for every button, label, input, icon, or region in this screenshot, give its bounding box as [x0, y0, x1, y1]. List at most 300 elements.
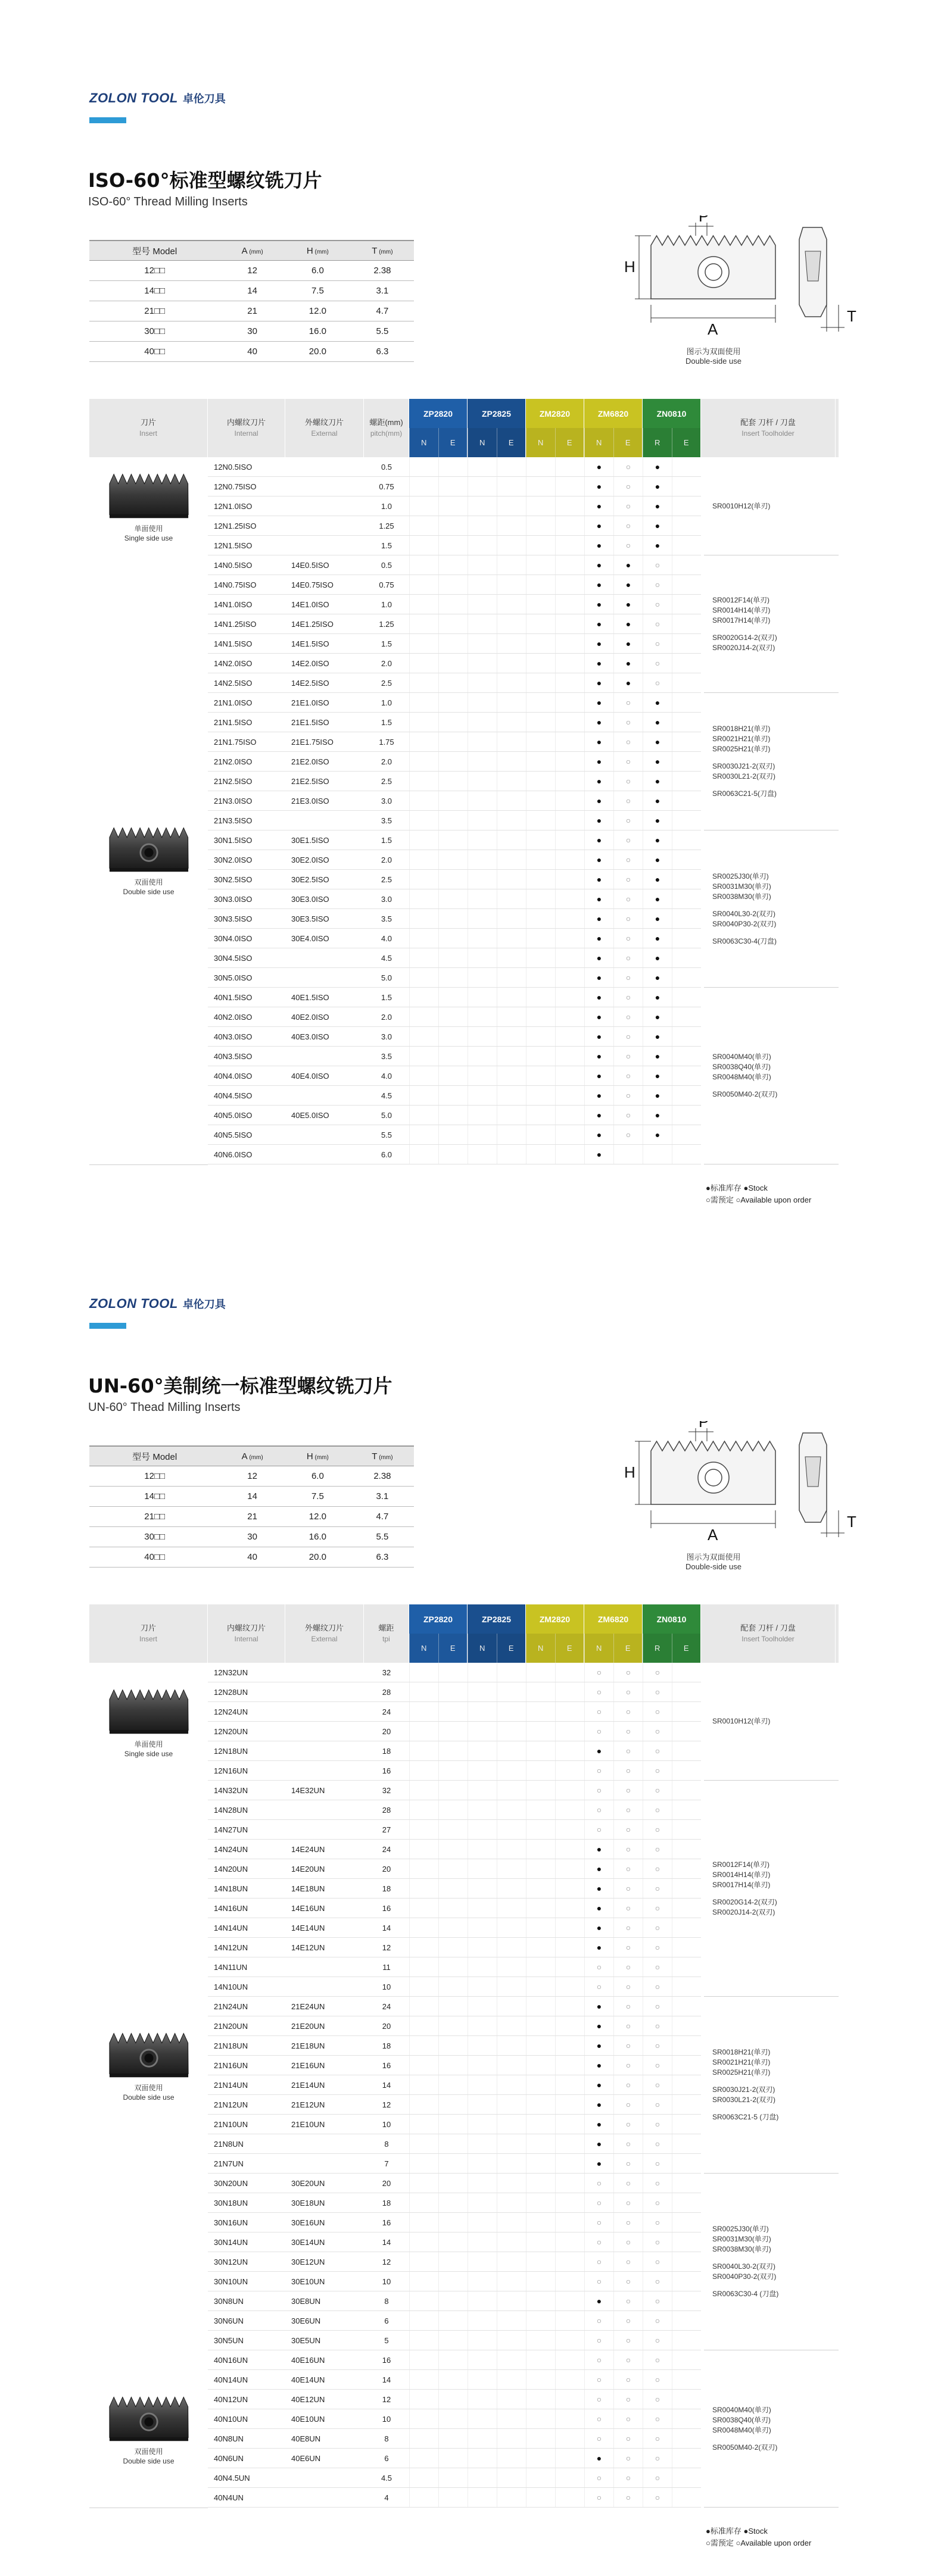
table-row: [208, 1840, 701, 1859]
availability-mark: [555, 457, 584, 476]
availability-mark: ○: [584, 1722, 613, 1741]
holder-gap: [712, 754, 839, 761]
external-code: [285, 1800, 364, 1819]
availability-mark: [555, 477, 584, 496]
grade-subcol: R: [643, 1634, 672, 1663]
availability-mark: ●: [643, 693, 672, 712]
table-row: [208, 2449, 701, 2468]
dimension-cell: 3.1: [351, 1487, 414, 1507]
availability-mark: [438, 2134, 468, 2153]
availability-mark: [526, 693, 555, 712]
availability-mark: [468, 2370, 497, 2389]
availability-mark: ○: [643, 1663, 672, 1682]
dimension-cell: 16.0: [285, 1527, 351, 1547]
availability-mark: ●: [584, 948, 613, 967]
internal-code: 12N20UN: [214, 1726, 248, 1736]
availability-mark: [526, 2449, 555, 2468]
availability-mark: [468, 1781, 497, 1800]
availability-mark: [526, 909, 555, 928]
pitch-value: 2.5: [381, 678, 392, 688]
toolholder-item: SR0012F14(单刃): [712, 1860, 770, 1869]
availability-mark: [497, 497, 526, 516]
availability-mark: [526, 2115, 555, 2134]
availability-mark: [497, 555, 526, 574]
availability-mark: [497, 2449, 526, 2468]
internal-code: 40N4.5UN: [214, 2473, 250, 2483]
table-row: [208, 1859, 701, 1879]
availability-mark: [672, 1899, 701, 1918]
availability-mark: [526, 2056, 555, 2075]
external-code: 14E2.0ISO: [291, 658, 329, 668]
header-external: [285, 399, 364, 457]
availability-mark: [555, 988, 584, 1007]
availability-mark: [497, 1027, 526, 1046]
availability-mark: [438, 536, 468, 555]
availability-mark: ○: [643, 1800, 672, 1819]
pitch-value: 5.5: [381, 1130, 392, 1139]
pitch-value: 8: [384, 2296, 389, 2306]
grade-subcol: R: [643, 428, 672, 457]
grade-header-zn0810: [643, 1604, 701, 1663]
availability-mark: [409, 2232, 438, 2252]
availability-mark: ●: [643, 1125, 672, 1144]
pitch-value: 4: [384, 2493, 389, 2502]
availability-mark: [526, 791, 555, 810]
availability-mark: [438, 555, 468, 574]
availability-mark: ●: [584, 1027, 613, 1046]
availability-mark: ○: [613, 1840, 643, 1859]
external-code: [285, 1086, 364, 1105]
availability-mark: [672, 732, 701, 751]
availability-mark: ○: [613, 1938, 643, 1957]
table-row: [208, 1086, 701, 1106]
availability-mark: [672, 830, 701, 850]
availability-mark: [555, 2134, 584, 2153]
toolholder-item: SR0021H21(单刃): [712, 2058, 771, 2066]
availability-mark: ●: [584, 516, 613, 535]
availability-mark: [468, 477, 497, 496]
external-code: 14E12UN: [291, 1943, 325, 1952]
availability-mark: [497, 1840, 526, 1859]
availability-mark: ○: [613, 2370, 643, 2389]
availability-mark: [555, 1663, 584, 1682]
dimension-cell: 21□□: [89, 1507, 220, 1527]
availability-mark: ○: [643, 1761, 672, 1780]
external-code: [285, 2154, 364, 2173]
availability-mark: ●: [643, 1106, 672, 1125]
availability-mark: [409, 536, 438, 555]
availability-mark: [468, 1066, 497, 1085]
unit-label: (mm): [377, 248, 393, 255]
pitch-value: 3.5: [381, 816, 392, 825]
table-row: [208, 1741, 701, 1761]
availability-mark: ○: [584, 1781, 613, 1800]
external-code: [285, 536, 364, 555]
availability-mark: [468, 811, 497, 830]
availability-mark: [555, 1800, 584, 1819]
availability-mark: [555, 2095, 584, 2114]
holder-gap: [712, 1890, 839, 1897]
availability-mark: [555, 575, 584, 594]
availability-mark: [468, 457, 497, 476]
grade-subcol: E: [672, 428, 701, 457]
availability-mark: [672, 2291, 701, 2310]
external-code: 30E16UN: [291, 2218, 325, 2227]
pitch-value: 24: [382, 1707, 391, 1716]
availability-mark: [409, 2311, 438, 2330]
internal-code: 30N18UN: [214, 2198, 248, 2207]
pitch-value: 1.0: [381, 599, 392, 609]
availability-mark: ○: [613, 909, 643, 928]
availability-mark: [526, 1820, 555, 1839]
availability-mark: [672, 1027, 701, 1046]
availability-mark: ○: [584, 1820, 613, 1839]
availability-mark: ○: [613, 2409, 643, 2428]
dimension-cell: 3.1: [351, 281, 414, 301]
availability-mark: [438, 1820, 468, 1839]
external-code: [285, 1663, 364, 1682]
availability-mark: [409, 2134, 438, 2153]
grade-name: ZN0810: [643, 1604, 700, 1634]
availability-mark: [438, 929, 468, 948]
external-code: [285, 1682, 364, 1701]
table-row: [208, 1682, 701, 1702]
internal-code: 21N14UN: [214, 2080, 248, 2090]
external-code: 30E8UN: [291, 2296, 321, 2306]
pitch-value: 1.5: [381, 992, 392, 1002]
availability-mark: [555, 2429, 584, 2448]
availability-mark: [526, 830, 555, 850]
caption-line: 图示为双面使用: [686, 347, 741, 356]
pitch-value: 8: [384, 2434, 389, 2443]
availability-mark: [438, 2449, 468, 2468]
toolholder-item: SR0020J14-2(双刃): [712, 1907, 775, 1916]
availability-mark: [409, 1007, 438, 1026]
pitch-value: 10: [382, 2277, 391, 2286]
table-row: [208, 850, 701, 870]
availability-mark: [555, 2056, 584, 2075]
availability-mark: [555, 2174, 584, 2193]
internal-code: 30N5.0ISO: [214, 973, 253, 982]
availability-mark: [672, 1761, 701, 1780]
pitch-value: 3.0: [381, 796, 392, 805]
internal-code: 30N8UN: [214, 2296, 244, 2306]
holder-gap: [712, 929, 839, 936]
toolholder-item: SR0020J14-2(双刃): [712, 643, 775, 652]
availability-mark: [468, 1800, 497, 1819]
table-row: [208, 1702, 701, 1722]
availability-mark: [555, 752, 584, 771]
header-internal-en: Internal: [234, 1635, 258, 1643]
pitch-value: 1.5: [381, 541, 392, 550]
availability-mark: [438, 2154, 468, 2173]
toolholder-list: [704, 693, 839, 830]
holder-gap: [712, 2436, 839, 2443]
external-code: 21E2.0ISO: [291, 757, 329, 766]
dimension-cell: 40: [220, 342, 285, 362]
availability-mark: [409, 1918, 438, 1937]
table-row: [208, 830, 701, 850]
availability-mark: ○: [613, 2115, 643, 2134]
availability-mark: [672, 614, 701, 633]
availability-mark: [409, 1800, 438, 1819]
external-code: 30E3.0ISO: [291, 894, 329, 904]
availability-mark: ○: [613, 791, 643, 810]
pitch-value: 10: [382, 2414, 391, 2424]
availability-mark: [409, 2174, 438, 2193]
availability-mark: [526, 2075, 555, 2094]
toolholder-list: [704, 988, 839, 1164]
availability-mark: ○: [584, 1663, 613, 1682]
availability-mark: ●: [584, 2291, 613, 2310]
availability-mark: [438, 909, 468, 928]
external-code: 14E0.5ISO: [291, 560, 329, 570]
external-code: 14E18UN: [291, 1884, 325, 1893]
internal-code: 40N3.0ISO: [214, 1032, 253, 1041]
external-code: [285, 1761, 364, 1780]
external-code: 30E6UN: [291, 2316, 321, 2325]
internal-code: 40N6UN: [214, 2453, 244, 2463]
toolholder-list: [704, 830, 839, 988]
availability-mark: [672, 2193, 701, 2212]
external-code: 40E10UN: [291, 2414, 325, 2424]
pitch-value: 3.0: [381, 894, 392, 904]
internal-code: 12N32UN: [214, 1668, 248, 1677]
section-title-cn: ISO-60°标准型螺纹铣刀片: [88, 169, 322, 192]
dimension-cell: 30: [220, 321, 285, 342]
availability-mark: [526, 1761, 555, 1780]
availability-mark: [672, 1702, 701, 1721]
table-row: [208, 634, 701, 654]
external-code: [285, 2134, 364, 2153]
availability-mark: ○: [613, 948, 643, 967]
availability-mark: [672, 1047, 701, 1066]
availability-mark: [555, 2370, 584, 2389]
availability-mark: [497, 988, 526, 1007]
availability-mark: [555, 2154, 584, 2173]
availability-mark: ○: [643, 555, 672, 574]
availability-mark: ●: [643, 752, 672, 771]
insert-caption: [123, 2083, 174, 2102]
external-code: 14E24UN: [291, 1844, 325, 1854]
grade-subcol: N: [584, 428, 613, 457]
insert-caption-line: 单面使用: [134, 524, 163, 533]
dimension-row: [89, 1507, 414, 1527]
availability-mark: ●: [584, 673, 613, 692]
availability-mark: [438, 1800, 468, 1819]
availability-mark: ●: [613, 634, 643, 653]
availability-mark: [409, 595, 438, 614]
availability-mark: [555, 1027, 584, 1046]
pitch-value: 0.75: [379, 482, 394, 491]
availability-mark: ○: [643, 2213, 672, 2232]
pitch-value: 4.0: [381, 933, 392, 943]
pitch-value: 11: [382, 1962, 391, 1972]
availability-mark: [497, 1800, 526, 1819]
availability-mark: ○: [643, 2075, 672, 2094]
availability-mark: [497, 1663, 526, 1682]
insert-caption-line: Single side use: [124, 534, 173, 542]
dimension-row: [89, 1466, 414, 1487]
availability-mark: [555, 2390, 584, 2409]
external-code: 21E1.75ISO: [291, 737, 334, 747]
availability-mark: ○: [643, 2429, 672, 2448]
availability-mark: [409, 1879, 438, 1898]
availability-mark: [468, 850, 497, 869]
availability-mark: [555, 850, 584, 869]
external-code: 40E4.0ISO: [291, 1071, 329, 1081]
availability-mark: ●: [584, 713, 613, 732]
grade-subcol: E: [672, 1634, 701, 1663]
table-row: [208, 2272, 701, 2291]
availability-mark: ○: [584, 2331, 613, 2350]
availability-mark: [409, 2056, 438, 2075]
availability-mark: [526, 713, 555, 732]
dimension-cell: 7.5: [285, 281, 351, 301]
holder-gap: [712, 782, 839, 789]
internal-code: 40N3.5ISO: [214, 1051, 253, 1061]
internal-code: 14N27UN: [214, 1825, 248, 1834]
external-code: 21E20UN: [291, 2021, 325, 2031]
dimension-cell: 40□□: [89, 1547, 220, 1568]
availability-mark: [497, 2291, 526, 2310]
availability-mark: [672, 2311, 701, 2330]
external-code: 14E20UN: [291, 1864, 325, 1874]
availability-mark: ○: [643, 2291, 672, 2310]
grade-header-zm6820: [584, 1604, 643, 1663]
pitch-value: 4.5: [381, 953, 392, 963]
diagram-wrap: [624, 1421, 874, 1543]
availability-mark: ○: [613, 850, 643, 869]
grade-subcols: [584, 1634, 642, 1663]
availability-mark: [497, 634, 526, 653]
grade-subcol: E: [613, 1634, 643, 1663]
availability-mark: [409, 988, 438, 1007]
availability-mark: [526, 575, 555, 594]
dimension-row: [89, 342, 414, 362]
availability-mark: [526, 2213, 555, 2232]
external-code: [285, 2488, 364, 2507]
availability-mark: [526, 2390, 555, 2409]
availability-mark: [497, 2370, 526, 2389]
availability-mark: ●: [584, 830, 613, 850]
dimension-cell: 12□□: [89, 261, 220, 281]
availability-mark: [438, 2409, 468, 2428]
external-code: 21E10UN: [291, 2119, 325, 2129]
availability-mark: [672, 1106, 701, 1125]
availability-mark: [497, 1977, 526, 1996]
availability-mark: [672, 457, 701, 476]
pitch-value: 4.5: [381, 2473, 392, 2483]
toolholder-list: [704, 1781, 839, 1997]
table-row: [208, 457, 701, 477]
table-row: [208, 2193, 701, 2213]
pitch-value: 1.0: [381, 501, 392, 511]
availability-mark: [468, 654, 497, 673]
availability-mark: [526, 2252, 555, 2271]
external-code: 30E12UN: [291, 2257, 325, 2266]
availability-mark: ●: [584, 772, 613, 791]
availability-mark: [672, 1066, 701, 1085]
availability-mark: ●: [643, 811, 672, 830]
availability-mark: ○: [613, 693, 643, 712]
table-row: [208, 2429, 701, 2449]
internal-code: 14N0.5ISO: [214, 560, 253, 570]
availability-mark: [438, 516, 468, 535]
table-row: [208, 497, 701, 516]
table-row: [208, 673, 701, 693]
internal-code: 30N16UN: [214, 2218, 248, 2227]
availability-mark: [497, 1997, 526, 2016]
availability-mark: [409, 1840, 438, 1859]
availability-mark: [672, 811, 701, 830]
availability-mark: [438, 575, 468, 594]
availability-mark: [526, 1145, 555, 1164]
availability-mark: [468, 1086, 497, 1105]
availability-mark: [672, 2272, 701, 2291]
label-a: A: [708, 1526, 718, 1540]
availability-mark: [438, 595, 468, 614]
availability-mark: [526, 929, 555, 948]
dimension-row: [89, 281, 414, 301]
pitch-value: 6.0: [381, 1150, 392, 1159]
dimension-header: A (mm): [220, 241, 285, 261]
insert-double-side: [89, 2350, 208, 2508]
internal-code: 40N14UN: [214, 2375, 248, 2384]
availability-mark: [643, 1145, 672, 1164]
table-row: [208, 1957, 701, 1977]
availability-mark: [555, 516, 584, 535]
availability-mark: [672, 555, 701, 574]
availability-mark: ○: [613, 477, 643, 496]
availability-mark: [672, 968, 701, 987]
external-code: 40E16UN: [291, 2355, 325, 2365]
availability-mark: ●: [643, 929, 672, 948]
availability-mark: [526, 1879, 555, 1898]
toolholder-item: SR0040M40(单刃): [712, 2405, 771, 2414]
header-toolholder-en: Insert Toolholder: [741, 1635, 794, 1643]
availability-mark: [438, 2429, 468, 2448]
availability-mark: ●: [584, 614, 613, 633]
availability-mark: ○: [643, 634, 672, 653]
availability-mark: [672, 2154, 701, 2173]
caption-line: Double-side use: [686, 1562, 741, 1571]
pitch-value: 12: [382, 2394, 391, 2404]
toolholder-item: SR0025J30(单刃): [712, 2225, 769, 2233]
availability-mark: [497, 909, 526, 928]
availability-mark: [526, 1741, 555, 1760]
availability-mark: ●: [643, 791, 672, 810]
availability-mark: [672, 1145, 701, 1164]
availability-mark: ●: [643, 732, 672, 751]
dimension-header: 型号 Model: [89, 1446, 220, 1466]
availability-mark: [468, 1047, 497, 1066]
availability-mark: ○: [613, 1899, 643, 1918]
availability-mark: [409, 811, 438, 830]
internal-code: 21N1.75ISO: [214, 737, 257, 747]
holder-gap: [712, 2105, 839, 2112]
availability-mark: ●: [584, 497, 613, 516]
availability-mark: [672, 1800, 701, 1819]
availability-mark: [526, 2036, 555, 2055]
pitch-value: 1.25: [379, 521, 394, 530]
holder-gap: [712, 2078, 839, 2085]
insert-double-side: [89, 1781, 208, 2351]
toolholder-item: SR0010H12(单刃): [712, 1717, 771, 1725]
availability-mark: [409, 2016, 438, 2035]
availability-mark: [468, 1125, 497, 1144]
pitch-value: 14: [382, 2375, 391, 2384]
